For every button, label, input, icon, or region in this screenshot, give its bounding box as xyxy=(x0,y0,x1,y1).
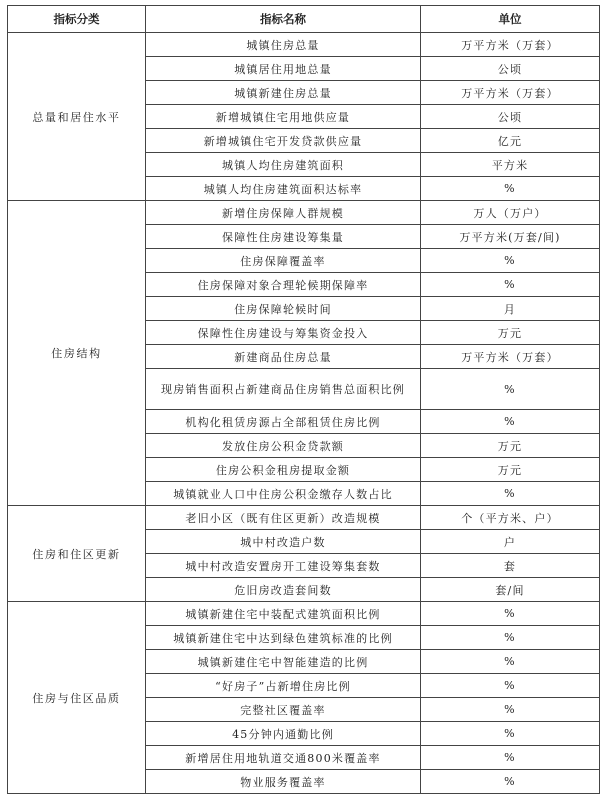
category-cell: 总量和居住水平 xyxy=(8,33,146,201)
indicator-name-cell: 城镇人均住房建筑面积达标率 xyxy=(146,177,421,201)
indicator-name-cell: 发放住房公积金贷款额 xyxy=(146,434,421,458)
unit-cell: % xyxy=(421,177,600,201)
table-row xyxy=(8,602,600,626)
indicator-name-cell: 住房保障对象合理轮候期保障率 xyxy=(146,273,421,297)
unit-cell: 个（平方米、户） xyxy=(421,506,600,530)
unit-cell: % xyxy=(421,369,600,410)
unit-cell: 万人（万户） xyxy=(421,201,600,225)
indicator-name-cell: 城镇新建住宅中装配式建筑面积比例 xyxy=(146,602,421,626)
unit-cell: % xyxy=(421,273,600,297)
unit-cell: % xyxy=(421,746,600,770)
indicator-name-cell: 城镇新建住房总量 xyxy=(146,81,421,105)
table-row xyxy=(8,506,600,530)
unit-cell: 万平方米（万套） xyxy=(421,81,600,105)
unit-cell: 万平方米（万套） xyxy=(421,345,600,369)
indicator-name-cell: 城镇人均住房建筑面积 xyxy=(146,153,421,177)
indicator-name-cell: 新增城镇住宅用地供应量 xyxy=(146,105,421,129)
indicator-name-cell: 城镇住房总量 xyxy=(146,33,421,57)
unit-cell: 万平方米（万套） xyxy=(421,33,600,57)
unit-cell: % xyxy=(421,698,600,722)
indicator-name-cell: 保障性住房建设与筹集资金投入 xyxy=(146,321,421,345)
header-row xyxy=(8,6,600,33)
indicator-name-cell: 新建商品住房总量 xyxy=(146,345,421,369)
indicator-name-cell: “好房子”占新增住房比例 xyxy=(146,674,421,698)
unit-cell: 户 xyxy=(421,530,600,554)
unit-cell: 万元 xyxy=(421,434,600,458)
unit-cell: % xyxy=(421,770,600,794)
unit-cell: % xyxy=(421,482,600,506)
unit-cell: 公顷 xyxy=(421,105,600,129)
indicator-name-cell: 危旧房改造套间数 xyxy=(146,578,421,602)
header-category: 指标分类 xyxy=(8,6,146,33)
unit-cell: 亿元 xyxy=(421,129,600,153)
indicator-name-cell: 新增城镇住宅开发贷款供应量 xyxy=(146,129,421,153)
unit-cell: % xyxy=(421,602,600,626)
indicator-name-cell: 住房公积金租房提取金额 xyxy=(146,458,421,482)
indicator-name-cell: 机构化租赁房源占全部租赁住房比例 xyxy=(146,410,421,434)
category-cell: 住房结构 xyxy=(8,201,146,506)
indicator-name-cell: 城镇就业人口中住房公积金缴存人数占比 xyxy=(146,482,421,506)
category-cell: 住房与住区品质 xyxy=(8,602,146,794)
table-row xyxy=(8,33,600,57)
table-row xyxy=(8,201,600,225)
indicator-name-cell: 45分钟内通勤比例 xyxy=(146,722,421,746)
indicator-name-cell: 新增居住用地轨道交通800米覆盖率 xyxy=(146,746,421,770)
unit-cell: % xyxy=(421,650,600,674)
unit-cell: % xyxy=(421,410,600,434)
indicator-name-cell: 城中村改造户数 xyxy=(146,530,421,554)
header-unit: 单位 xyxy=(421,6,600,33)
indicator-name-cell: 住房保障轮候时间 xyxy=(146,297,421,321)
unit-cell: 万平方米(万套/间) xyxy=(421,225,600,249)
unit-cell: 平方米 xyxy=(421,153,600,177)
unit-cell: % xyxy=(421,674,600,698)
unit-cell: 套 xyxy=(421,554,600,578)
category-cell: 住房和住区更新 xyxy=(8,506,146,602)
indicator-name-cell: 城镇新建住宅中达到绿色建筑标准的比例 xyxy=(146,626,421,650)
indicator-name-cell: 完整社区覆盖率 xyxy=(146,698,421,722)
indicator-name-cell: 住房保障覆盖率 xyxy=(146,249,421,273)
indicator-name-cell: 老旧小区（既有住区更新）改造规模 xyxy=(146,506,421,530)
unit-cell: 公顷 xyxy=(421,57,600,81)
indicator-name-cell: 保障性住房建设筹集量 xyxy=(146,225,421,249)
indicator-name-cell: 现房销售面积占新建商品住房销售总面积比例 xyxy=(146,369,421,410)
table-body xyxy=(8,33,600,794)
unit-cell: % xyxy=(421,626,600,650)
unit-cell: 万元 xyxy=(421,458,600,482)
unit-cell: 月 xyxy=(421,297,600,321)
header-indicator-name: 指标名称 xyxy=(146,6,421,33)
unit-cell: 套/间 xyxy=(421,578,600,602)
indicator-table xyxy=(7,5,600,794)
unit-cell: % xyxy=(421,249,600,273)
unit-cell: 万元 xyxy=(421,321,600,345)
indicator-name-cell: 城镇新建住宅中智能建造的比例 xyxy=(146,650,421,674)
indicator-name-cell: 新增住房保障人群规模 xyxy=(146,201,421,225)
indicator-name-cell: 物业服务覆盖率 xyxy=(146,770,421,794)
indicator-name-cell: 城中村改造安置房开工建设筹集套数 xyxy=(146,554,421,578)
indicator-name-cell: 城镇居住用地总量 xyxy=(146,57,421,81)
unit-cell: % xyxy=(421,722,600,746)
